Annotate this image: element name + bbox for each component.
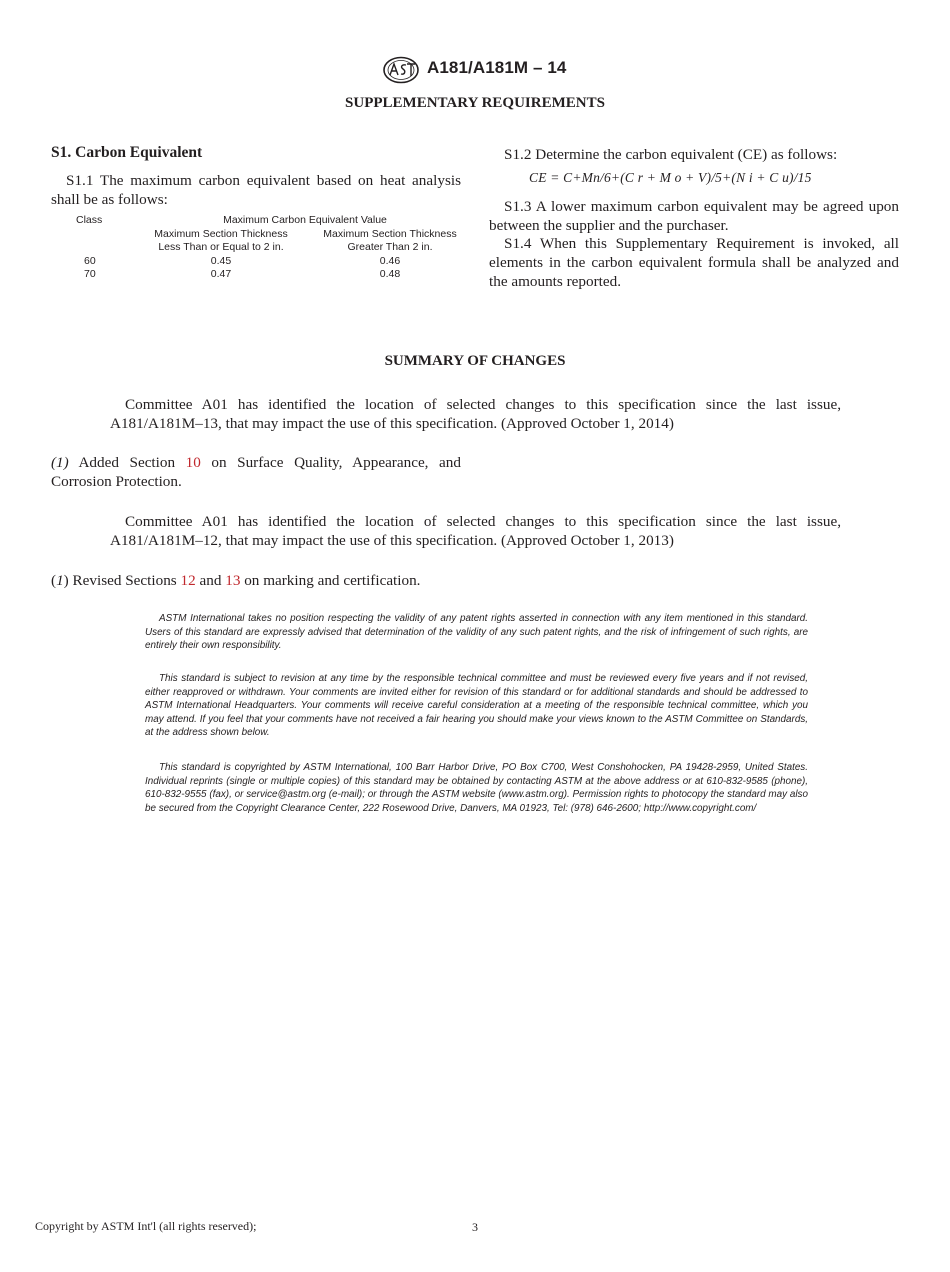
table-cell-value: 0.46 [379,254,401,267]
change-item-text: Added Section [68,454,186,471]
revision-notice: This standard is subject to revision at any time by the responsible technical committee and must be reviewed every five years and if not revised, either reapproved or withdrawn. Your comments are invited either for revision of this standard or for additional standards and should be addressed to ASTM International Headquarters. Your comments will receive careful consideration at a meeting of the responsible technical committee, which you may attend. If you feel that your comments have not received a fair hearing you should make your views known to the ASTM Committee on Standards, at the address shown below. [145,673,808,739]
change-item-number: ( [51,572,57,589]
copyright-notice: This standard is copyrighted by ASTM International, 100 Barr Harbor Drive, PO Box C700, West Conshohocken, PA 19428-2959, United States. Individual reprints (single or multiple copies) of this standard may be obtained by contacting ASTM at the above address or at 610-832-9585 (phone), 610-832-9555 (fax), or service@astm.org (e-mail); or through the ASTM website (www.astm.org). Permission rights to photocopy the standard may also be secured from the Copyright Clearance Center, 222 Rosewood Drive, Danvers, MA 01923, Tel: (978) 646-2600; http://www.copyright.com/ [145,762,808,814]
carbon-equivalent-table [60,214,474,282]
table-header-col1: Maximum Section Thickness [154,227,288,240]
designation: A181/A181M – 14 [427,58,567,77]
summary-para-1: Committee A01 has identified the location of selected changes to this specification since the last issue, A181/A181M–13, that may impact the use of this specification. (Approved October 1, 2014) [110,396,841,432]
change-item-number: (1) [51,454,69,471]
s1-4-text: S1.4 When this Supplementary Requirement is invoked, all elements in the carbon equivalent formula shall be analyzed and the amounts reported. [489,235,899,290]
table-header-group: Maximum Carbon Equivalent Value [223,214,387,226]
page-header [0,56,950,84]
table-cell-class: 70 [84,268,96,280]
table-cell-value: 0.47 [210,268,232,280]
change-item-1 [51,453,461,491]
astm-logo-icon [382,56,420,84]
footer-copyright: Copyright by ASTM Int'l (all rights reserved); [35,1219,257,1233]
patent-notice: ASTM International takes no position respecting the validity of any patent rights asserted in connection with any item mentioned in this standard. Users of this standard are expressly advised that determination of the validity of any such patent rights, and the risk of infringement of such rights, are entirely their own responsibility. [145,613,808,652]
change-item-number: 1 [56,572,64,589]
table-header-col1-sub: Less Than or Equal to 2 in. [158,241,284,253]
s1-title: S1. Carbon Equivalent [51,144,203,161]
s1-1-text: S1.1 The maximum carbon equivalent based on heat analysis shall be as follows: [51,172,461,208]
change-item-text: on marking and certification. [240,572,421,589]
table-header-class: Class [76,214,103,226]
table-cell-value: 0.48 [379,268,401,280]
page-number: 3 [472,1220,478,1234]
summary-heading: SUMMARY OF CHANGES [384,353,566,369]
table-header-col2-sub: Greater Than 2 in. [347,241,433,253]
supplementary-heading: SUPPLEMENTARY REQUIREMENTS [345,95,605,111]
section-13-link[interactable]: 13 [225,572,241,589]
table-row [60,255,474,269]
section-10-link[interactable]: 10 [185,454,201,471]
summary-para-2: Committee A01 has identified the location of selected changes to this specification since the last issue, A181/A181M–12, that may impact the use of this specification. (Approved October 1, 2013) [110,513,841,549]
ce-formula: CE = C+Mn/6+(C r + M o + V)/5+(N i + C u)/15 [529,170,812,185]
change-item-text: ) Revised Sections [63,572,181,589]
s1-3-text: S1.3 A lower maximum carbon equivalent may be agreed upon between the supplier and the purchaser. [489,198,899,234]
table-header-col2: Maximum Section Thickness [323,227,457,240]
table-cell-class: 60 [84,254,96,267]
change-item-2 [51,571,651,590]
change-item-text: on Surface Quality, Appearance, and Corrosion Protection. [51,454,461,490]
s1-2-text: S1.2 Determine the carbon equivalent (CE) as follows: [504,146,838,163]
section-12-link[interactable]: 12 [180,572,196,589]
table-cell-value: 0.45 [210,254,232,267]
change-item-text: and [195,572,226,589]
table-row [60,268,474,282]
